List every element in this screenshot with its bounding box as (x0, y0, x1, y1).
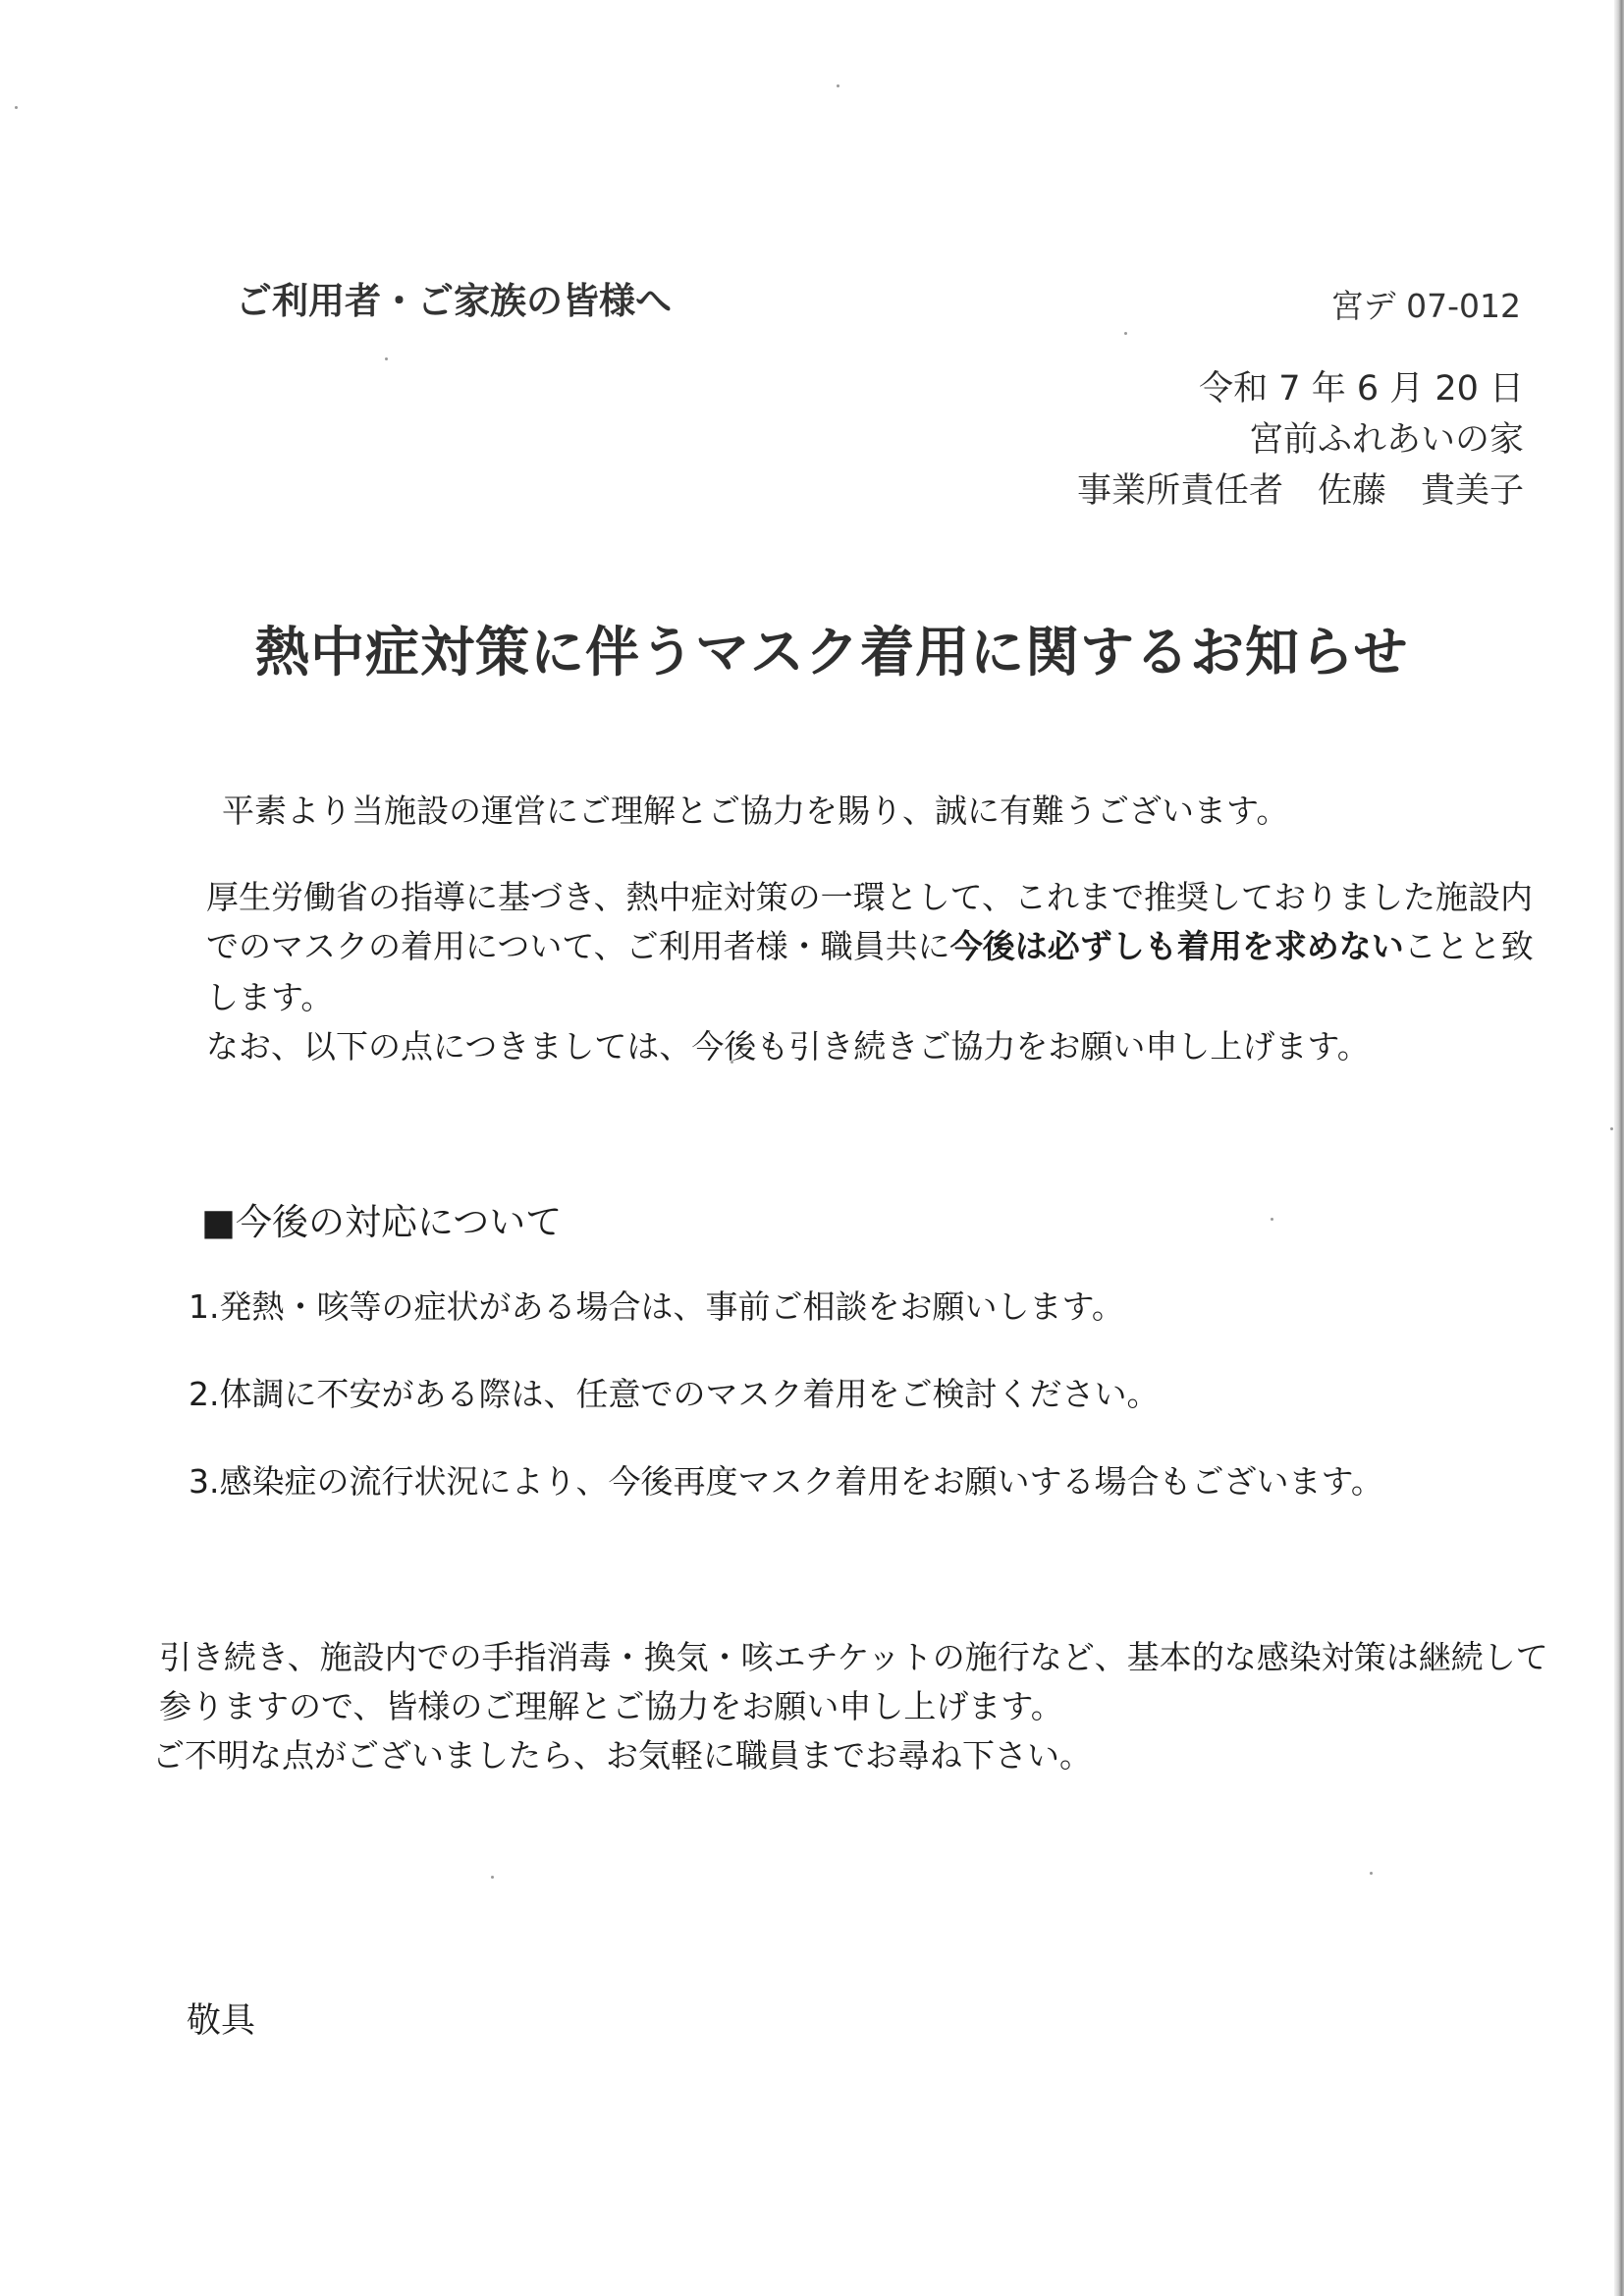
body-line: します。 (206, 978, 334, 1016)
body-line-segment: ことと致 (1403, 927, 1534, 965)
signer-name: 事業所責任者 佐藤 貴美子 (1076, 471, 1524, 511)
closing-line: ご不明な点がございましたら、お気軽に職員までお尋ね下さい。 (152, 1736, 1092, 1775)
scan-speck (15, 106, 18, 109)
scan-speck (385, 357, 388, 360)
organization-name: 宮前ふれあいの家 (1248, 420, 1524, 460)
scan-speck (491, 1876, 494, 1879)
scan-speck (1124, 332, 1127, 335)
list-item: 2.体調に不安がある際は、任意でのマスク着用をご検討ください。 (189, 1375, 1160, 1413)
scan-speck (837, 84, 839, 87)
closing-salutation: 敬具 (187, 2001, 256, 2041)
addressee: ご利用者・ご家族の皆様へ (236, 280, 672, 322)
list-item: 1.発熱・咳等の症状がある場合は、事前ご相談をお願いします。 (189, 1287, 1124, 1326)
body-line: 厚生労働省の指導に基づき、熱中症対策の一環として、これまで推奨しておりました施設内 (206, 878, 1534, 916)
issue-date: 令和 7 年 6 月 20 日 (1199, 369, 1524, 409)
greeting-line: 平素より当施設の運営にご理解とご協力を賜り、誠に有難うございます。 (222, 792, 1289, 830)
body-line (206, 921, 1534, 967)
closing-line: 参りますので、皆様のご理解とご協力をお願い申し上げます。 (159, 1687, 1063, 1725)
list-item: 3.感染症の流行状況により、今後再度マスク着用をお願いする場合もございます。 (189, 1462, 1383, 1501)
scan-speck (1370, 1872, 1373, 1875)
scan-edge (1614, 0, 1624, 2296)
document-number: 宮デ 07-012 (1330, 287, 1521, 325)
body-line: なお、以下の点につきましては、今後も引き続きご協力をお願い申し上げます。 (206, 1027, 1370, 1066)
scan-speck (1610, 1127, 1613, 1130)
emphasis-text: 今後は必ずしも着用を求めない (949, 927, 1404, 965)
scan-speck (1271, 1218, 1273, 1221)
closing-line: 引き続き、施設内での手指消毒・換気・咳エチケットの施行など、基本的な感染対策は継続して (159, 1638, 1548, 1676)
section-heading: ■今後の対応について (201, 1201, 563, 1243)
body-line-segment: でのマスクの着用について、ご利用者様・職員共に (206, 927, 950, 965)
notice-title: 熱中症対策に伴うマスク着用に関するお知らせ (255, 621, 1409, 683)
